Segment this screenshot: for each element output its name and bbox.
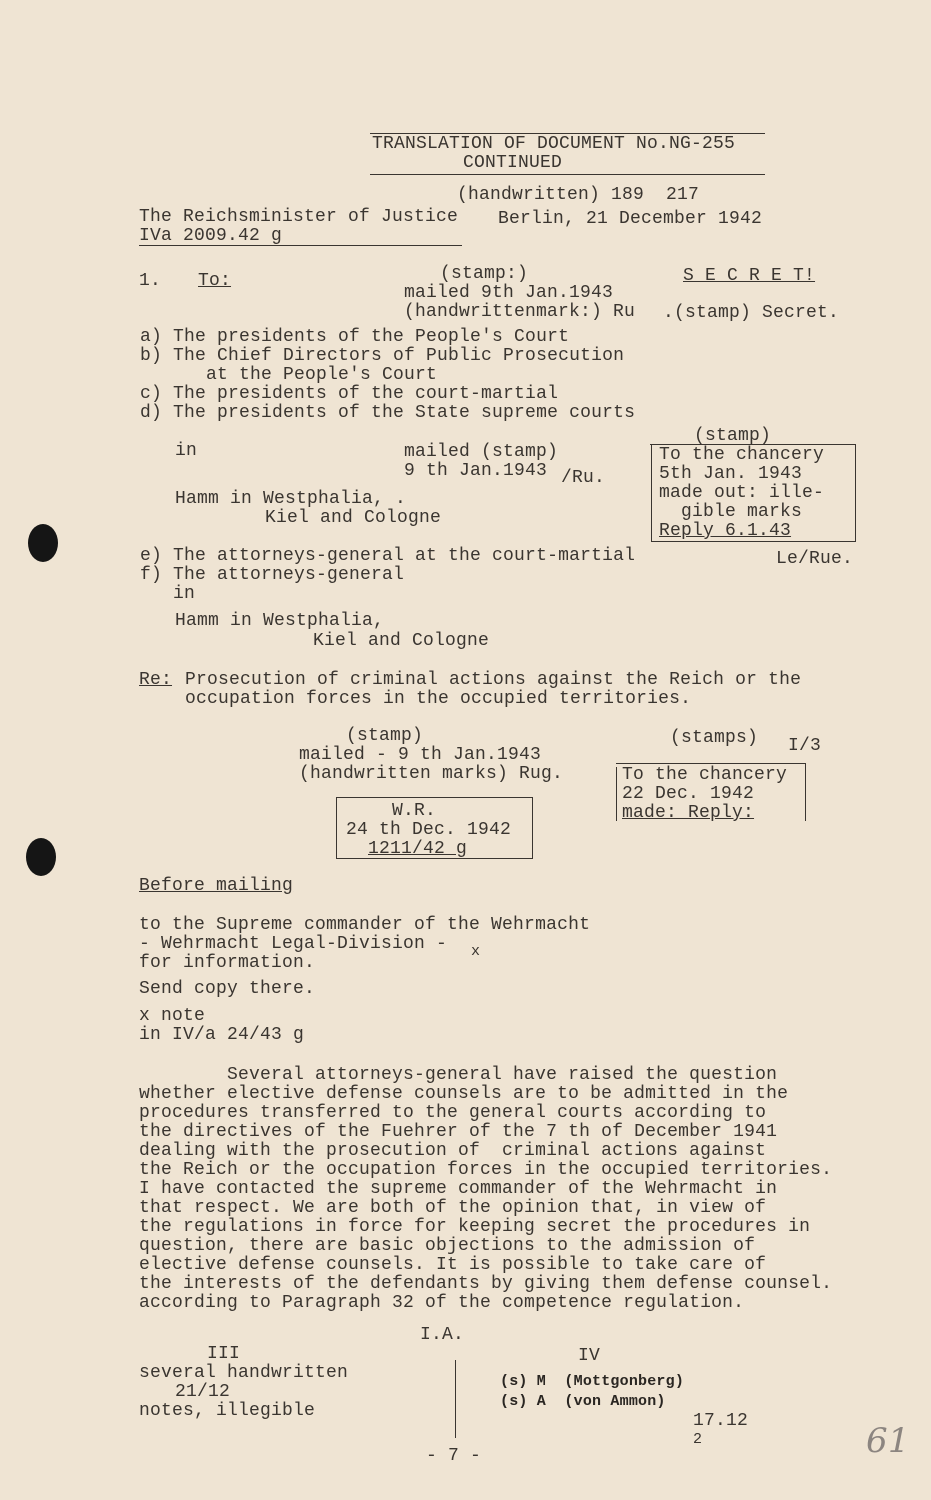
chancery-stamp-line: Reply 6.1.43 [659, 521, 792, 541]
item-number: 1. [139, 271, 162, 291]
mailed-stamp: mailed (stamp) [404, 442, 559, 462]
chancery-stamp-bottom [651, 541, 856, 542]
recipient-f-in: in [140, 584, 196, 604]
mailed-stamp-date-2: mailed - 9 th Jan.1943 [299, 745, 542, 765]
stamps-label: (stamps) [670, 728, 759, 748]
note-line1: x note [139, 1006, 206, 1026]
page-count: I/3 [788, 736, 822, 756]
stamp-label: (stamp:) [440, 264, 529, 284]
iii-note-date: 21/12 [175, 1382, 231, 1402]
re-label: Re: [139, 670, 173, 690]
title-bottom-rule [370, 174, 765, 175]
body-line: whether elective defense counsels are to be admitted in the [139, 1084, 789, 1104]
recipient-a: a) The presidents of the People's Court [140, 327, 570, 347]
section-iii: III [207, 1344, 241, 1364]
recipient-b: b) The Chief Directors of Public Prosecution [140, 346, 625, 366]
body-line: the interests of the defendants by giving them defense counsel. [139, 1274, 833, 1294]
recipient-c: c) The presidents of the court-martial [140, 384, 559, 404]
body-line: procedures transferred to the general courts according to [139, 1103, 767, 1123]
recipient-b-cont: at the People's Court [140, 365, 438, 385]
footer-divider [455, 1360, 456, 1438]
body-line: the Reich or the occupation forces in the occupied territories. [139, 1160, 833, 1180]
body-line: I have contacted the supreme commander of the Wehrmacht in [139, 1179, 778, 1199]
stamp-secret: .(stamp) Secret. [663, 303, 840, 323]
body-line: question, there are basic objections to the admission of [139, 1236, 756, 1256]
punch-hole-top [28, 524, 58, 562]
chancery-stamp-line: To the chancery [659, 445, 825, 465]
body-line: that respect. We are both of the opinion that, in view of [139, 1198, 767, 1218]
before-mailing-heading: Before mailing [139, 876, 294, 896]
signature-2: (s) A (von Ammon) [500, 1393, 666, 1410]
place-date: Berlin, 21 December 1942 [498, 209, 763, 229]
handwritten-page-number: 61 [866, 1421, 910, 1461]
chancery-stamp-2-line: made: Reply: [622, 803, 755, 823]
body-line: the directives of the Fuehrer of the 7 th of December 1941 [139, 1122, 778, 1142]
handwritten-mark: (handwrittenmark:) Ru [404, 302, 636, 322]
signature-1: (s) M (Mottgonberg) [500, 1373, 685, 1390]
section-iv: IV [578, 1346, 601, 1366]
document-title-continued: CONTINUED [463, 153, 563, 173]
mailed-stamp-marks: (handwritten marks) Rug. [299, 764, 564, 784]
place-hamm: Hamm in Westphalia, . [175, 489, 407, 509]
footer-date-sub: 2 [693, 1431, 703, 1448]
file-reference: IVa 2009.42 g [139, 226, 283, 246]
mailed-date: mailed 9th Jan.1943 [404, 283, 614, 303]
x-mark: x [471, 943, 481, 960]
secret-mark: S E C R E T! [683, 266, 816, 286]
chancery-stamp-2-left [616, 767, 617, 821]
chancery-stamp-right [855, 444, 856, 542]
to-label: To: [198, 271, 232, 291]
chancery-stamp-left [651, 444, 652, 542]
footer-date: 17.12 [693, 1411, 749, 1431]
chancery-stamp-label: (stamp) [694, 426, 772, 446]
iii-note: several handwritten [139, 1363, 349, 1383]
page-number: - 7 - [426, 1446, 482, 1466]
sender-rule [139, 245, 462, 246]
chancery-stamp-line: 5th Jan. 1943 [659, 464, 803, 484]
note-line2: in IV/a 24/43 g [139, 1025, 305, 1045]
punch-hole-bottom [26, 838, 56, 876]
body-line: the regulations in force for keeping secret the procedures in [139, 1217, 811, 1237]
mailed-stamp-ru: /Ru. [561, 468, 606, 488]
place-kiel-ef: Kiel and Cologne [313, 631, 490, 651]
document-title: TRANSLATION OF DOCUMENT No.NG-255 [372, 134, 736, 154]
wr-stamp-line: W.R. [392, 801, 437, 821]
body-line: Several attorneys-general have raised the question [139, 1065, 778, 1085]
re-subject-line2: occupation forces in the occupied territories. [185, 689, 692, 709]
re-subject-line1: Prosecution of criminal actions against the Reich or the [185, 670, 802, 690]
initials: Le/Rue. [776, 549, 854, 569]
wr-stamp-line: 1211/42 g [368, 839, 468, 859]
body-line: dealing with the prosecution of criminal actions against [139, 1141, 767, 1161]
chancery-stamp-line: made out: ille- [659, 483, 825, 503]
body-line: elective defense counsels. It is possible to take care of [139, 1255, 767, 1275]
ia-label: I.A. [420, 1325, 465, 1345]
body-line: according to Paragraph 32 of the competence regulation. [139, 1293, 745, 1313]
iii-note-illegible: notes, illegible [139, 1401, 316, 1421]
send-copy: Send copy there. [139, 979, 316, 999]
chancery-stamp-line: gible marks [659, 502, 803, 522]
chancery-stamp-2-line: 22 Dec. 1942 [622, 784, 755, 804]
place-kiel: Kiel and Cologne [265, 508, 442, 528]
before-mailing-line: - Wehrmacht Legal-Division - [139, 934, 448, 954]
in-label: in [175, 441, 198, 461]
recipient-e: e) The attorneys-general at the court-martial [140, 546, 636, 566]
wr-stamp-line: 24 th Dec. 1942 [346, 820, 512, 840]
before-mailing-line: for information. [139, 953, 316, 973]
mailed-stamp-label: (stamp) [346, 726, 424, 746]
before-mailing-line: to the Supreme commander of the Wehrmacht [139, 915, 591, 935]
place-hamm-ef: Hamm in Westphalia, [175, 611, 385, 631]
recipient-d: d) The presidents of the State supreme courts [140, 403, 636, 423]
chancery-stamp-2-line: To the chancery [622, 765, 788, 785]
sender-name: The Reichsminister of Justice [139, 207, 459, 227]
recipient-f: f) The attorneys-general [140, 565, 405, 585]
handwritten-number: (handwritten) 189 217 [457, 185, 700, 205]
mailed-stamp-date: 9 th Jan.1943 [404, 461, 548, 481]
